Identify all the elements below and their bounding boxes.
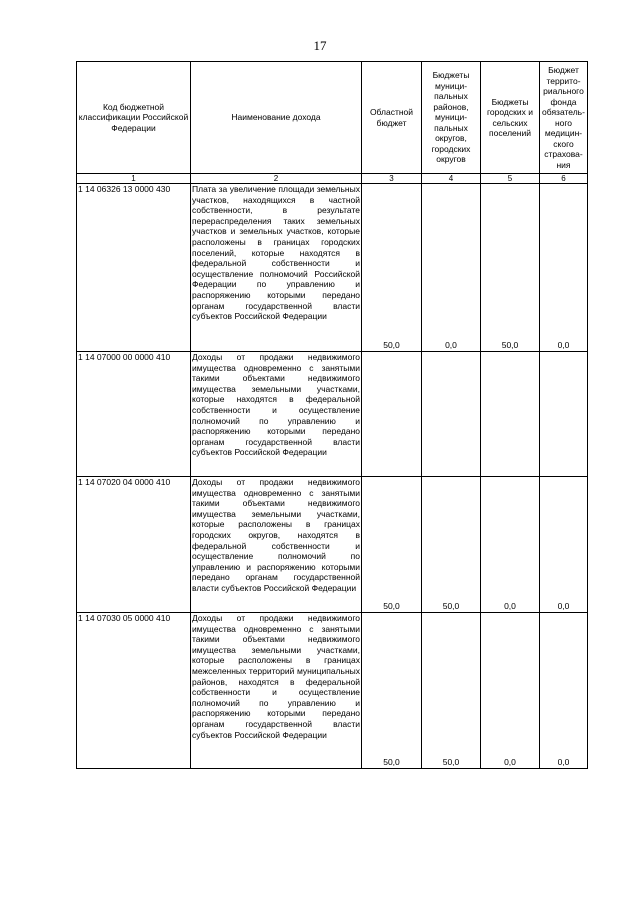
regional-budget-value: 50,0	[362, 613, 422, 769]
header-settlement-budgets: Бюджеты городских и сельских поселений	[481, 62, 540, 174]
municipal-budget-value	[422, 352, 481, 477]
income-name: Доходы от продажи недвижимого имущества одновременно с занятыми такими объектами недвижимого имущества земельными участками, которые находятся в федеральной собственности и осуществление полномочий по управлению и распоряжению которыми передано органам государственной власти субъектов Российской Федерации	[191, 352, 362, 477]
regional-budget-value: 50,0	[362, 184, 422, 352]
table-row	[77, 352, 588, 477]
settlement-budget-value: 50,0	[481, 184, 540, 352]
header-row	[77, 62, 588, 174]
table-row	[77, 184, 588, 352]
table-row	[77, 477, 588, 613]
regional-budget-value: 50,0	[362, 477, 422, 613]
header-medical-insurance-fund: Бюджет террито-риального фонда обязатель-ного медицин-ского страхова-ния	[540, 62, 588, 174]
header-regional-budget: Областной бюджет	[362, 62, 422, 174]
column-number: 2	[191, 174, 362, 184]
header-name: Наименование дохода	[191, 62, 362, 174]
regional-budget-value	[362, 352, 422, 477]
column-number: 4	[422, 174, 481, 184]
income-name: Плата за увеличение площади земельных участков, находящихся в частной собственности, в результате перераспределения таких земельных участков и земельных участков, которые расположены в границах городских поселений, которые находятся в федеральной собственности и осуществление полномочий Российской Федерации по управлению и распоряжению которыми передано органам государственной власти субъектов Российской Федерации	[191, 184, 362, 352]
income-code: 1 14 07030 05 0000 410	[77, 613, 191, 769]
settlement-budget-value: 0,0	[481, 613, 540, 769]
page-number: 17	[313, 38, 327, 53]
settlement-budget-value	[481, 352, 540, 477]
column-number: 1	[77, 174, 191, 184]
municipal-budget-value: 50,0	[422, 613, 481, 769]
column-number: 3	[362, 174, 422, 184]
fund-budget-value: 0,0	[540, 477, 588, 613]
header-municipal-budgets: Бюджеты муници-пальных районов, муници-пальных округов, городских округов	[422, 62, 481, 174]
settlement-budget-value: 0,0	[481, 477, 540, 613]
municipal-budget-value: 50,0	[422, 477, 481, 613]
column-number: 5	[481, 174, 540, 184]
municipal-budget-value: 0,0	[422, 184, 481, 352]
income-name: Доходы от продажи недвижимого имущества одновременно с занятыми такими объектами недвижимого имущества земельными участками, которые расположены в границах межселенных территорий муниципальных районов, находятся в федеральной собственности и осуществление полномочий по управлению и распоряжению которыми передано органам государственной власти субъектов Российской Федерации	[191, 613, 362, 769]
fund-budget-value: 0,0	[540, 184, 588, 352]
income-code: 1 14 07020 04 0000 410	[77, 477, 191, 613]
fund-budget-value	[540, 352, 588, 477]
income-code: 1 14 07000 00 0000 410	[77, 352, 191, 477]
income-code: 1 14 06326 13 0000 430	[77, 184, 191, 352]
header-code: Код бюджетной классификации Российской Федерации	[77, 62, 191, 174]
revenue-table	[76, 61, 588, 769]
column-number-row	[77, 174, 588, 184]
table-row	[77, 613, 588, 769]
fund-budget-value: 0,0	[540, 613, 588, 769]
column-number: 6	[540, 174, 588, 184]
income-name: Доходы от продажи недвижимого имущества одновременно с занятыми такими объектами недвижимого имущества земельными участками, которые расположены в границах городских округов, находятся в федеральной собственности и осуществление полномочий по управлению и распоряжению которыми передано органам государственной власти субъектов Российской Федерации	[191, 477, 362, 613]
